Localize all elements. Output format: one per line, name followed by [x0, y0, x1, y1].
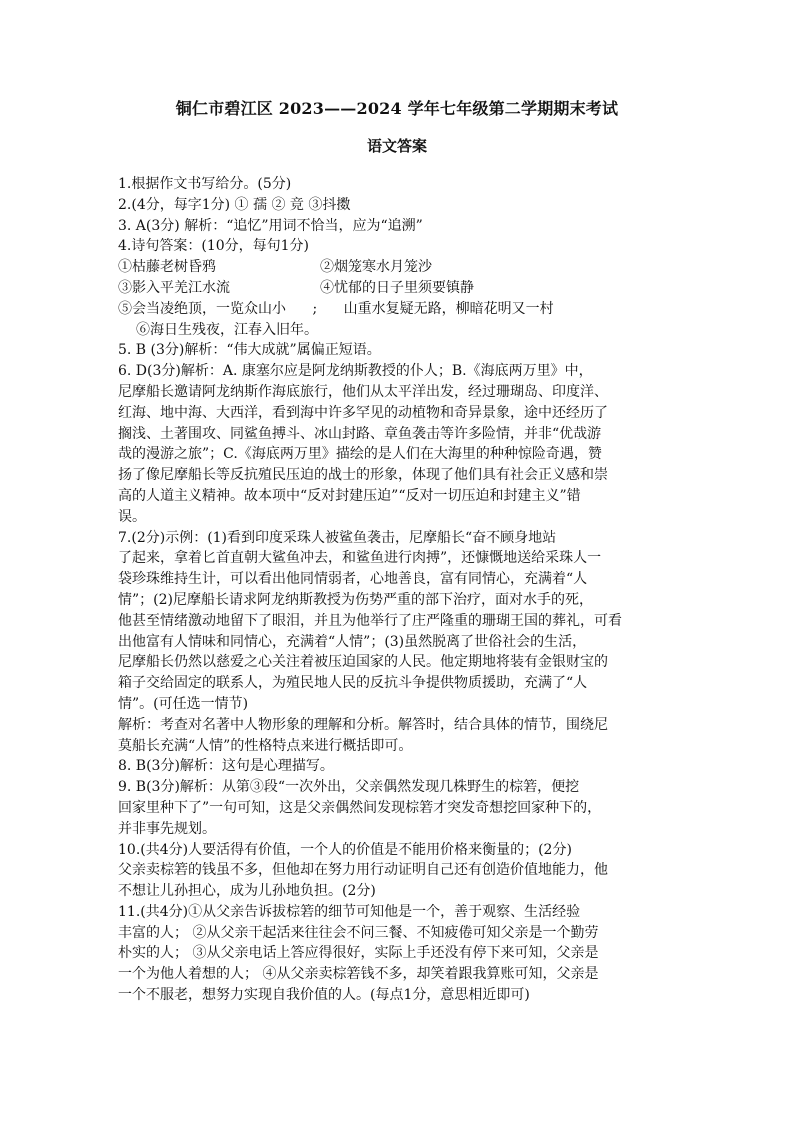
answer-line: 出他富有人情味和同情心，充满着“人情”；(3)虽然脱离了世俗社会的生活，	[118, 633, 587, 650]
answer-line: 情”；(2)尼摩船长请求阿龙纳斯教授为伤势严重的部下治疗，面对水手的死，	[118, 591, 593, 608]
answer-line: 高的人道主义精神。故本项中“反对封建压迫”“反对一切压迫和封建主义”错	[118, 487, 581, 504]
answer-line: 尼摩船长仍然以慈爱之心关注着被压迫国家的人民。他定期地将装有金银财宝的	[118, 654, 608, 671]
answer-line: 10.(共4分)人要活得有价值，一个人的价值是不能用价格来衡量的；(2分)	[118, 841, 572, 858]
answer-line: 11.(共4分)①从父亲告诉拔棕箬的细节可知他是一个，善于观察、生活经验	[118, 903, 581, 920]
poem-answer: ②烟笼寒水月笼沙	[320, 259, 432, 276]
document-title: 铜仁市碧江区 2023——2024 学年七年级第二学期期末考试	[175, 99, 619, 118]
answer-line: 一个为他人着想的人； ④从父亲卖棕箬钱不多，却笑着跟我算账可知，父亲是	[118, 966, 599, 983]
answer-line: 6. D(3分)解析：A. 康塞尔应是阿龙纳斯教授的仆人；B.《海底两万里》中，	[118, 363, 593, 380]
answer-line: 8. B(3分)解析：这句是心理描写。	[118, 758, 334, 775]
document-subtitle: 语文答案	[366, 137, 427, 155]
answer-line: 5. B (3分)解析：“伟大成就”属偏正短语。	[118, 342, 381, 359]
poem-answer: ④忧郁的日子里须要镇静	[320, 279, 474, 296]
answer-body	[118, 174, 686, 1006]
answer-line: 莫船长充满“人情”的性格特点来进行概括即可。	[118, 737, 413, 754]
answer-line: 父亲卖棕箬的钱虽不多，但他却在努力用行动证明自己还有创造价值地能力，他	[118, 862, 608, 879]
answer-line: 9. B(3分)解析：从第③段“一次外出，父亲偶然发现几株野生的棕箬，便挖	[118, 779, 580, 796]
poem-answer: ⑤会当凌绝顶，一览众山小	[118, 300, 286, 317]
answer-line: 3. A(3分) 解析：“追忆”用词不恰当，应为“追溯”	[118, 217, 423, 234]
answer-line: 一个不服老，想努力实现自我价值的人。(每点1分，意思相近即可)	[118, 987, 530, 1004]
poem-row	[118, 257, 686, 278]
answer-line: 2.(4分，每字1分) ① 孺 ② 竞 ③抖擞	[118, 196, 351, 213]
poem-row: ⑤会当凌绝顶，一览众山小 ; 山重水复疑无路，柳暗花明又一村	[118, 300, 554, 317]
answer-line: 并非事先规划。	[118, 820, 216, 837]
poem-answer: 山重水复疑无路，柳暗花明又一村	[343, 300, 554, 317]
answer-line: 误。	[118, 508, 146, 525]
answer-line: 红海、地中海、大西洋，看到海中许多罕见的动植物和奇异景象，途中还经历了	[118, 404, 608, 421]
poem-answer: ⑥海日生残夜，江春入旧年。	[136, 321, 318, 338]
answer-line: 丰富的人； ②从父亲干起活来往往会不问三餐、不知疲倦可知父亲是一个勤劳	[118, 924, 599, 941]
answer-line: 哉的漫游之旅”；C.《海底两万里》描绘的是人们在大海里的种种惊险奇遇，赞	[118, 446, 602, 463]
answer-line: 了起来，拿着匕首直朝大鲨鱼冲去，和鲨鱼进行肉搏”，还慷慨地送给采珠人一	[118, 550, 602, 567]
answer-line: 他甚至情绪激动地留下了眼泪，并且为他举行了庄严隆重的珊瑚王国的葬礼，可看	[118, 612, 622, 629]
poem-answer: ①枯藤老树昏鸦	[118, 259, 216, 276]
poem-row	[118, 278, 686, 299]
answer-line: 搁浅、土著围攻、同鲨鱼搏斗、冰山封路、章鱼袭击等许多险情，并非“优哉游	[118, 425, 602, 442]
answer-line: 4.诗句答案：(10分，每句1分)	[118, 238, 310, 255]
answer-line: 箱子交给固定的联系人，为殖民地人民的反抗斗争提供物质援助，充满了“人	[118, 675, 588, 692]
answer-line: 朴实的人； ③从父亲电话上答应得很好，实际上手还没有停下来可知，父亲是	[118, 945, 599, 962]
poem-answer: ③影入平羌江水流	[118, 279, 230, 296]
answer-line: 解析：考查对名著中人物形象的理解和分析。解答时，结合具体的情节，围绕尼	[118, 716, 608, 733]
answer-line: 袋珍珠维持生计，可以看出他同情弱者，心地善良，富有同情心，充满着“人	[118, 571, 588, 588]
answer-line: 回家里种下了”一句可知，这是父亲偶然间发现棕箬才突发奇想挖回家种下的，	[118, 799, 602, 816]
answer-line: 不想让儿孙担心，成为儿孙地负担。(2分)	[118, 883, 376, 900]
answer-line: 7.(2分)示例：(1)看到印度采珠人被鲨鱼袭击，尼摩船长“奋不顾身地站	[118, 529, 557, 546]
answer-line: 1.根据作文书写给分。(5分)	[118, 176, 292, 192]
answer-line: 扬了像尼摩船长等反抗殖民压迫的战士的形象，体现了他们具有社会正义感和崇	[118, 467, 608, 484]
answer-line: 尼摩船长邀请阿龙纳斯作海底旅行，他们从太平洋出发，经过珊瑚岛、印度洋、	[118, 383, 608, 400]
answer-line: 情”。(可任选一情节)	[118, 695, 249, 712]
